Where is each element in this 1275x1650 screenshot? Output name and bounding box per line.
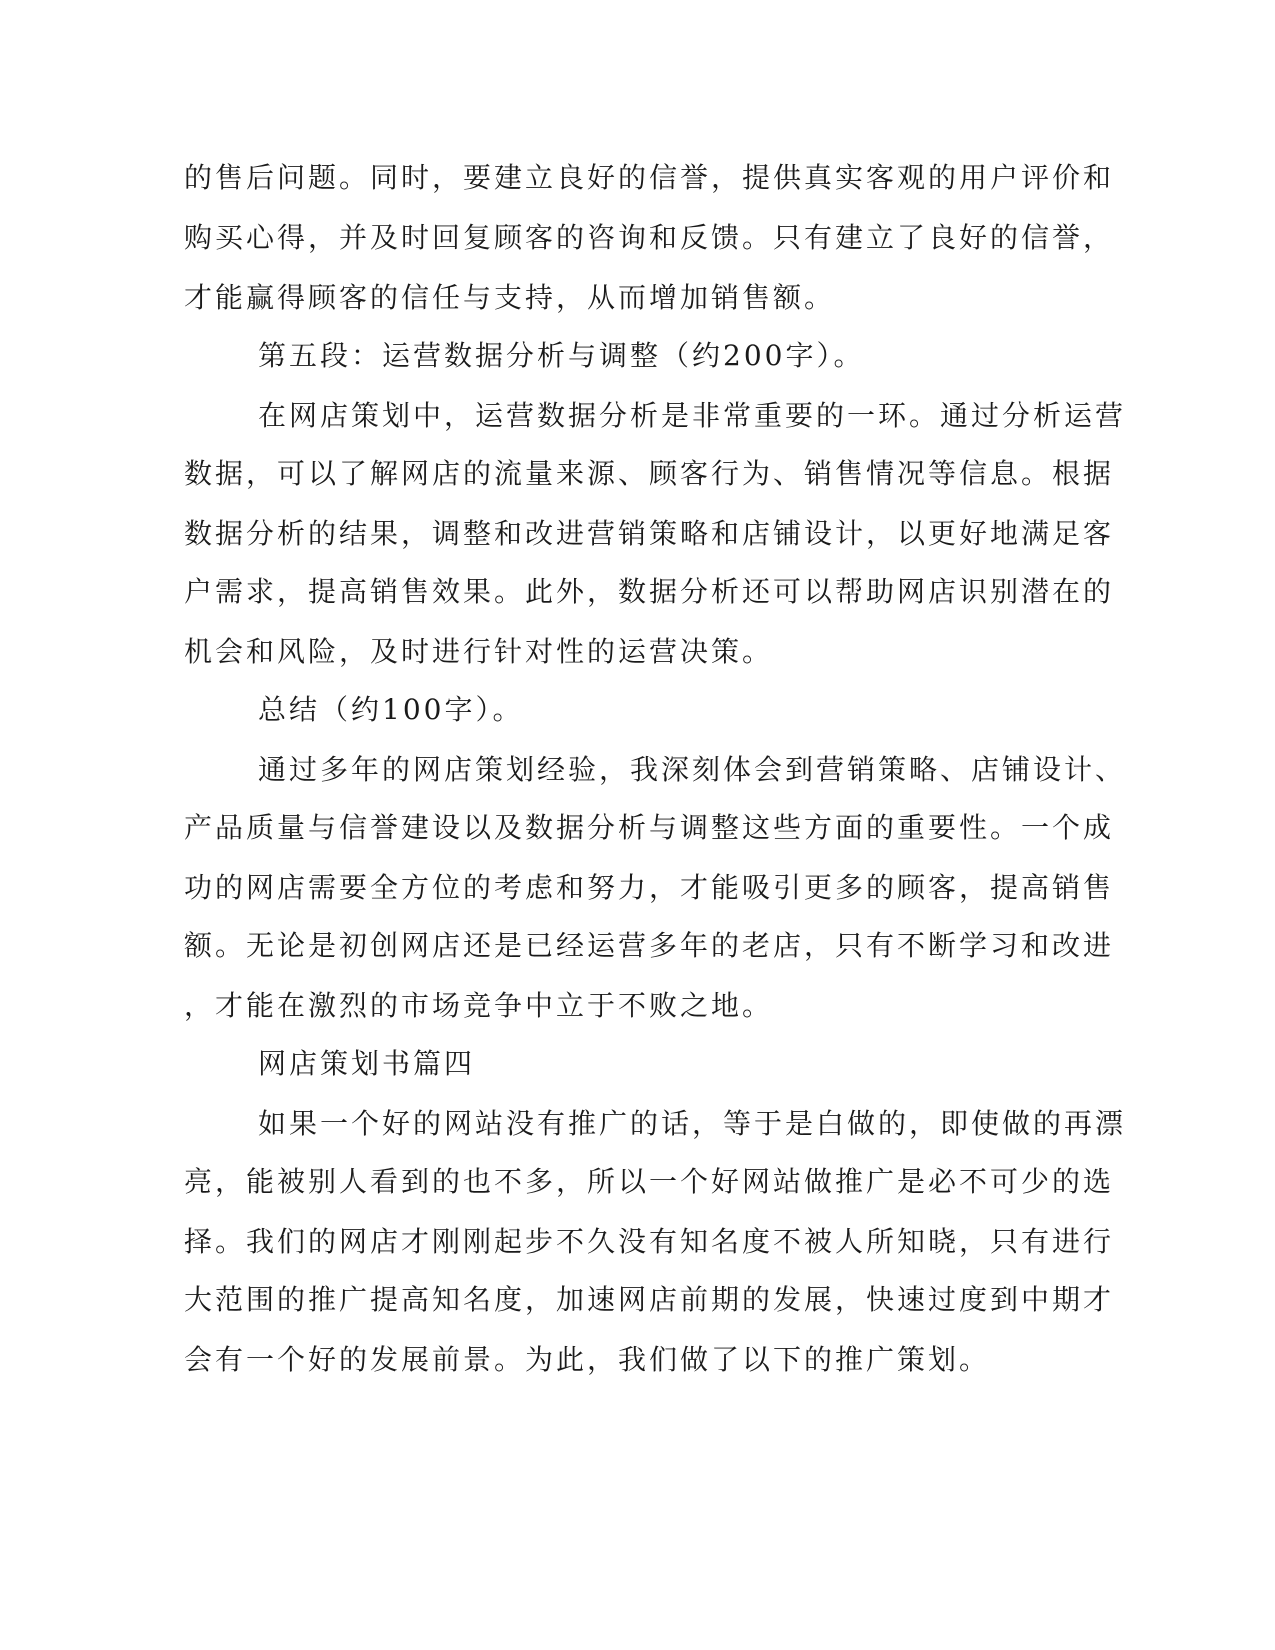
- text-line: 购买心得，并及时回复顾客的咨询和反馈。只有建立了良好的信誉，: [184, 221, 1115, 254]
- section-heading: 网店策划书篇四: [258, 1047, 476, 1080]
- text-line: 功的网店需要全方位的考虑和努力，才能吸引更多的顾客，提高销售: [184, 871, 1115, 904]
- text-line: 如果一个好的网站没有推广的话，等于是白做的，即使做的再漂: [258, 1107, 1127, 1140]
- text-line: ，才能在激烈的市场竞争中立于不败之地。: [184, 989, 774, 1022]
- text-line: 机会和风险，及时进行针对性的运营决策。: [184, 635, 774, 668]
- text-line: 亮，能被别人看到的也不多，所以一个好网站做推广是必不可少的选: [184, 1165, 1115, 1198]
- text-line: 额。无论是初创网店还是已经运营多年的老店，只有不断学习和改进: [184, 929, 1115, 962]
- section-heading: 第五段：运营数据分析与调整（约200字）。: [258, 339, 865, 372]
- text-line: 通过多年的网店策划经验，我深刻体会到营销策略、店铺设计、: [258, 753, 1127, 786]
- section-heading: 总结（约100字）。: [258, 693, 524, 726]
- text-line: 择。我们的网店才刚刚起步不久没有知名度不被人所知晓，只有进行: [184, 1225, 1115, 1258]
- text-line: 数据分析的结果，调整和改进营销策略和店铺设计，以更好地满足客: [184, 517, 1115, 550]
- text-line: 大范围的推广提高知名度，加速网店前期的发展，快速过度到中期才: [184, 1283, 1115, 1316]
- text-line: 会有一个好的发展前景。为此，我们做了以下的推广策划。: [184, 1343, 991, 1376]
- text-line: 产品质量与信誉建设以及数据分析与调整这些方面的重要性。一个成: [184, 811, 1115, 844]
- text-line: 在网店策划中，运营数据分析是非常重要的一环。通过分析运营: [258, 399, 1127, 432]
- text-line: 数据，可以了解网店的流量来源、顾客行为、销售情况等信息。根据: [184, 457, 1115, 490]
- text-line: 才能赢得顾客的信任与支持，从而增加销售额。: [184, 281, 836, 314]
- text-line: 户需求，提高销售效果。此外，数据分析还可以帮助网店识别潜在的: [184, 575, 1115, 608]
- text-line: 的售后问题。同时，要建立良好的信誉，提供真实客观的用户评价和: [184, 161, 1115, 194]
